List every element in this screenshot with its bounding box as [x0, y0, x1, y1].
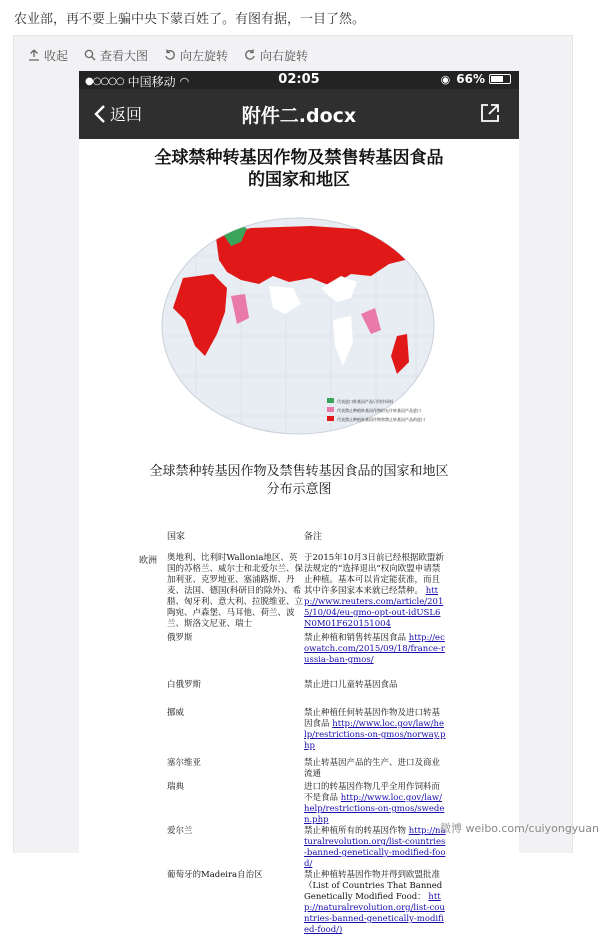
nav-bar [79, 89, 519, 139]
view-large-label: 查看大图 [100, 48, 149, 63]
viewer-toolbar [28, 46, 324, 64]
weibo-watermark: 微博 weibo.com/cuiyongyuan [440, 822, 599, 835]
file-title: 附件二.docx [241, 105, 357, 127]
wifi-icon: ◠ [179, 75, 190, 88]
row-link[interactable]: http://naturalrevolution.org/list-countries-banned-genetically-modified-food/ [304, 826, 446, 869]
battery-group [441, 72, 511, 86]
document-title-line1: 全球禁种转基因作物及禁售转基因食品 [154, 148, 444, 168]
legend-item-full-ban: 代表禁止种植转基因作物和禁止转基因产品的进口 [337, 417, 425, 422]
row-note: 禁止转基因产品的生产、进口及商业流通 [304, 758, 441, 779]
figure-caption [119, 463, 479, 499]
status-bar [79, 71, 519, 89]
upload-arrow-icon [28, 49, 40, 61]
image-viewer-panel [13, 35, 573, 935]
status-time: 02:05 [278, 72, 320, 87]
document-page [79, 139, 519, 935]
header-country: 国家 [167, 532, 186, 542]
row-note: 禁止种植和销售转基因食品 http://ecowatch.com/2015/09/18/france-russia-ban-gmos/ [304, 633, 445, 665]
row-country: 葡萄牙的Madeira自治区 [167, 870, 263, 880]
row-note: 禁止种植任何转基因作物及进口转基因食品 http://www.loc.gov/law/help/restrictions-on-gmos/norway.php [304, 708, 446, 751]
row-link[interactable]: http://www.loc.gov/law/help/restrictions-on-gmos/sweden.php [304, 793, 445, 825]
world-map-figure [161, 216, 436, 436]
row-region: 欧洲 [139, 556, 158, 566]
figure-caption-line1: 全球禁种转基因作物及禁售转基因食品的国家和地区 [149, 464, 449, 479]
legend-item-import-allowed: 代表禁止种植转基因作物但允许转基因产品进口 [337, 408, 421, 413]
document-title-line2: 的国家和地区 [248, 170, 350, 190]
map-legend [327, 398, 425, 422]
phone-screenshot[interactable] [79, 71, 519, 935]
search-icon [84, 49, 96, 61]
figure-caption-line2: 分布示意图 [266, 482, 332, 497]
row-link[interactable]: http://naturalrevolution.org/list-countries-banned-genetically-modified-food/) [304, 892, 445, 935]
collapse-button[interactable] [28, 47, 68, 64]
row-note: 于2015年10月3日前已经根据欧盟新法规定的“选择退出”权向欧盟申请禁止种植。基本可以肯定能获准，而且其中许多国家本来就已经禁种。 http://www.reuters.com/article/2015/10/04/eu-gmo-opt-out-idUSL6N0M01F620151004 [304, 553, 444, 629]
carrier-name: 中国移动 [127, 75, 176, 89]
row-country: 挪威 [167, 708, 185, 718]
rotate-left-icon [164, 49, 176, 61]
rotation-lock-icon: ◉ [440, 72, 451, 86]
rotate-right-icon [244, 49, 256, 61]
header-note: 备注 [304, 532, 323, 542]
battery-percent: 66% [456, 72, 485, 86]
row-country: 俄罗斯 [167, 633, 193, 643]
row-note: 禁止进口儿童转基因食品 [304, 680, 398, 690]
row-country: 白俄罗斯 [167, 680, 202, 690]
view-large-button[interactable] [84, 47, 148, 64]
row-link[interactable]: http://www.loc.gov/law/help/restrictions-on-gmos/norway.php [304, 719, 446, 751]
post-text: 农业部，再不要上骗中央下蒙百姓了。有图有据，一目了然。 [14, 12, 366, 27]
share-icon[interactable] [479, 102, 501, 124]
row-note: 进口的转基因作物几乎全用作饲料而不是食品 http://www.loc.gov/law/help/restrictions-on-gmos/sweden.php [304, 782, 445, 825]
legend-item-feed: 代表进口转基因产品只用作饲料 [337, 399, 393, 404]
document-title [79, 147, 519, 191]
rotate-right-label: 向右旋转 [260, 48, 309, 63]
row-country: 瑞典 [167, 782, 185, 792]
signal-icon: ●○○○○ [85, 76, 124, 87]
battery-icon [489, 74, 511, 84]
row-country: 奥地利、比利时Wallonia地区、英国的苏格兰、威尔士和北爱尔兰、保加利亚、克罗地亚、塞浦路斯、丹麦、法国、德国(科研目的除外)、希腊、匈牙利、意大利、拉脱维亚、立陶宛、卢森堡、马耳他、荷兰、波兰、斯洛文尼亚、瑞士 [167, 553, 304, 629]
row-note: 禁止种植所有的转基因作物 http://naturalrevolution.org/list-countries-banned-genetically-modified-food/ [304, 826, 446, 869]
row-country: 爱尔兰 [167, 826, 193, 836]
back-label: 返回 [110, 105, 143, 124]
rotate-left-button[interactable] [164, 47, 228, 64]
row-note: 禁止种植转基因作物并得到欧盟批准（List of Countries That Banned Genetically Modified Food： http://naturalrevolution.org/list-countries-banned-genetically-modified-food/) [304, 870, 445, 935]
rotate-left-label: 向左旋转 [180, 48, 229, 63]
rotate-right-button[interactable] [244, 47, 308, 64]
collapse-label: 收起 [44, 48, 69, 63]
row-country: 塞尔维亚 [167, 758, 202, 768]
row-link[interactable]: http://www.reuters.com/article/2015/10/04/eu-gmo-opt-out-idUSL6N0M01F620151004 [304, 586, 444, 629]
row-link[interactable]: http://ecowatch.com/2015/09/18/france-russia-ban-gmos/ [304, 633, 445, 665]
